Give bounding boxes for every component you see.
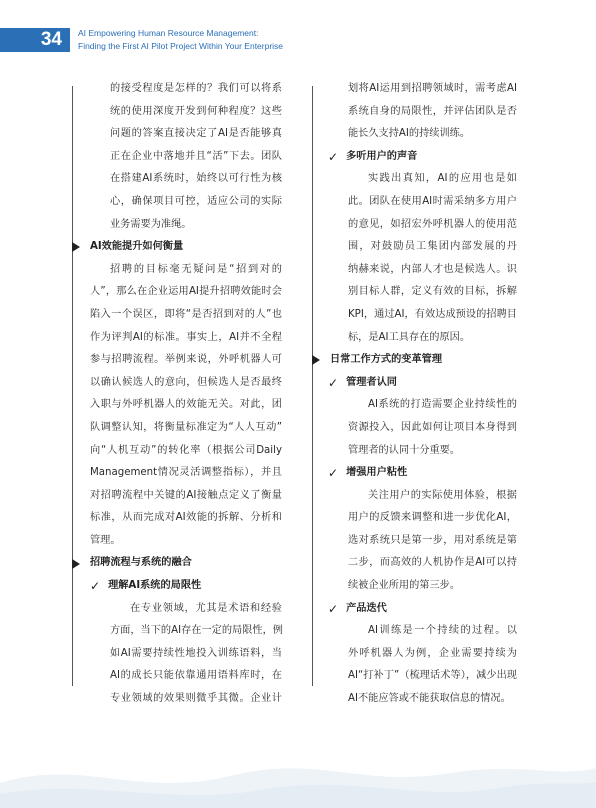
text-line: 别目标人群，定义有效的目标，拆解 — [348, 286, 517, 298]
text-line: 选对系统只是第一步，用对系统是第 — [348, 534, 517, 546]
text-line: 管理者的认同十分重要。 — [348, 444, 461, 456]
paragraph — [312, 78, 517, 146]
text-line: 陷入一个误区，即将“是否招到对的人”也 — [90, 308, 282, 320]
text-line: 在专业领域，尤其是术语和经验 — [130, 602, 282, 614]
text-line: 参与招聘流程。举例来说，外呼机器人可 — [90, 354, 282, 366]
text-line: 纳赫来说，内部人才也是候选人。识 — [348, 263, 517, 275]
subsection-heading — [312, 146, 517, 169]
subsection-heading — [312, 598, 517, 621]
checkmark-icon: ✓ — [90, 579, 101, 594]
text-line: 实践出真知，AI的应用也是如 — [368, 173, 517, 185]
section-heading-text: 日常工作方式的变革管理 — [330, 354, 443, 366]
text-line: 招聘的目标毫无疑问是“招到对的 — [110, 263, 282, 275]
text-line: 作为评判AI的标准。事实上，AI并不全程 — [90, 331, 282, 343]
triangle-bullet-icon — [72, 559, 80, 569]
text-line: 标准，从而完成对AI效能的拆解、分析和 — [90, 512, 282, 524]
checkmark-icon: ✓ — [328, 601, 339, 616]
footer-wave-decoration — [0, 728, 596, 808]
section-heading — [312, 349, 517, 372]
text-line: 能长久支持AI的持续训练。 — [348, 128, 471, 140]
section-heading — [72, 236, 282, 259]
paragraph — [72, 78, 282, 236]
page-number: 34 — [0, 28, 70, 52]
text-line: 统的使用深度开发到何种程度？这些 — [110, 105, 282, 117]
text-line: 用户的反馈来调整和进一步优化AI， — [348, 512, 517, 524]
checkmark-icon: ✓ — [328, 466, 339, 481]
running-header-line-1: AI Empowering Human Resource Management: — [78, 28, 259, 38]
text-line: 向“人机互动”的转化率（根据公司Daily — [90, 444, 282, 456]
text-line: 围，对鼓励员工集团内部发展的丹 — [348, 241, 517, 253]
running-header — [78, 27, 283, 53]
checkmark-icon: ✓ — [328, 149, 339, 164]
text-line: 的意见，如招宏外呼机器人的使用范 — [348, 218, 517, 230]
triangle-bullet-icon — [72, 242, 80, 252]
subsection-heading — [72, 575, 282, 598]
paragraph — [312, 620, 517, 710]
text-line: 问题的答案直接决定了AI是否能够真 — [110, 128, 282, 140]
left-column — [72, 78, 282, 711]
section-heading — [72, 552, 282, 575]
text-line: AI训练是一个持续的过程。以 — [368, 625, 517, 637]
paragraph — [312, 394, 517, 462]
text-line: 关注用户的实际使用体验，根据 — [368, 489, 517, 501]
text-line: AI系统的打造需要企业持续性的 — [368, 399, 517, 411]
text-line: 资源投入，因此如何让项目本身得到 — [348, 421, 517, 433]
text-line: 续被企业所用的第三步。 — [348, 580, 461, 592]
text-line: 业务需要为准绳。 — [110, 218, 192, 230]
text-line: KPI，通过AI，有效达成预设的招聘目 — [348, 308, 517, 320]
paragraph — [312, 168, 517, 349]
text-line: 入职与外呼机器人的效能无关。对此，团 — [90, 399, 282, 411]
text-line: 对招聘流程中关键的AI接触点定义了衡量 — [90, 489, 282, 501]
subsection-heading-text: 管理者认同 — [346, 376, 397, 388]
checkmark-icon: ✓ — [328, 375, 339, 390]
text-line: 队调整认知，将衡量标准定为“人人互动” — [90, 421, 282, 433]
text-line: 标，是AI工具存在的原因。 — [348, 331, 471, 343]
text-line: 系统自身的局限性，并评估团队是否 — [348, 105, 517, 117]
paragraph — [72, 259, 282, 553]
text-line: 正在企业中落地并且“活”下去。团队 — [110, 150, 282, 162]
text-line: 心，确保项目可控，适应公司的实际 — [110, 195, 282, 207]
text-line: 的接受程度是怎样的？我们可以将系 — [110, 83, 282, 94]
text-line: 此。团队在使用AI时需采纳多方用户 — [348, 195, 517, 207]
triangle-bullet-icon — [312, 355, 320, 365]
text-line: Management情况灵活调整指标），并且 — [90, 467, 282, 479]
text-line: 人”，那么在企业运用AI提升招聘效能时会 — [90, 286, 282, 298]
text-line: AI不能应答或不能获取信息的情况。 — [348, 693, 511, 705]
text-line: 管理。 — [90, 534, 121, 546]
text-line: AI的成长只能依靠通用语料库时，在 — [110, 670, 282, 682]
paragraph — [312, 485, 517, 598]
subsection-heading — [312, 462, 517, 485]
right-column — [312, 78, 517, 711]
text-line: AI“打补丁”（梳理话术等），减少出现 — [348, 670, 517, 682]
text-line: 外呼机器人为例，企业需要持续为 — [348, 647, 517, 659]
text-line: 专业领域的效果则微乎其微。企业计 — [110, 693, 282, 705]
text-line: 划将AI运用到招聘领域时，需考虑AI — [348, 83, 517, 94]
text-line: 以确认候选人的意向，但候选人是否最终 — [90, 376, 282, 388]
text-line: 二步，而高效的人机协作是AI可以持 — [348, 557, 517, 569]
subsection-heading-text: 理解AI系统的局限性 — [108, 580, 202, 592]
subsection-heading-text: 多听用户的声音 — [346, 150, 418, 162]
paragraph — [72, 598, 282, 711]
subsection-heading-text: 增强用户粘性 — [346, 467, 408, 479]
text-line: 如AI需要持续性地投入训练语料，当 — [110, 647, 282, 659]
text-line: 方面，当下的AI存在一定的局限性，例 — [110, 625, 283, 637]
subsection-heading — [312, 372, 517, 395]
running-header-line-2: Finding the First AI Pilot Project Within Your Enterprise — [78, 41, 284, 51]
section-heading-text: AI效能提升如何衡量 — [90, 241, 184, 253]
text-line: 在搭建AI系统时，始终以可行性为核 — [110, 173, 282, 185]
subsection-heading-text: 产品迭代 — [346, 602, 387, 614]
section-heading-text: 招聘流程与系统的融合 — [90, 557, 192, 569]
